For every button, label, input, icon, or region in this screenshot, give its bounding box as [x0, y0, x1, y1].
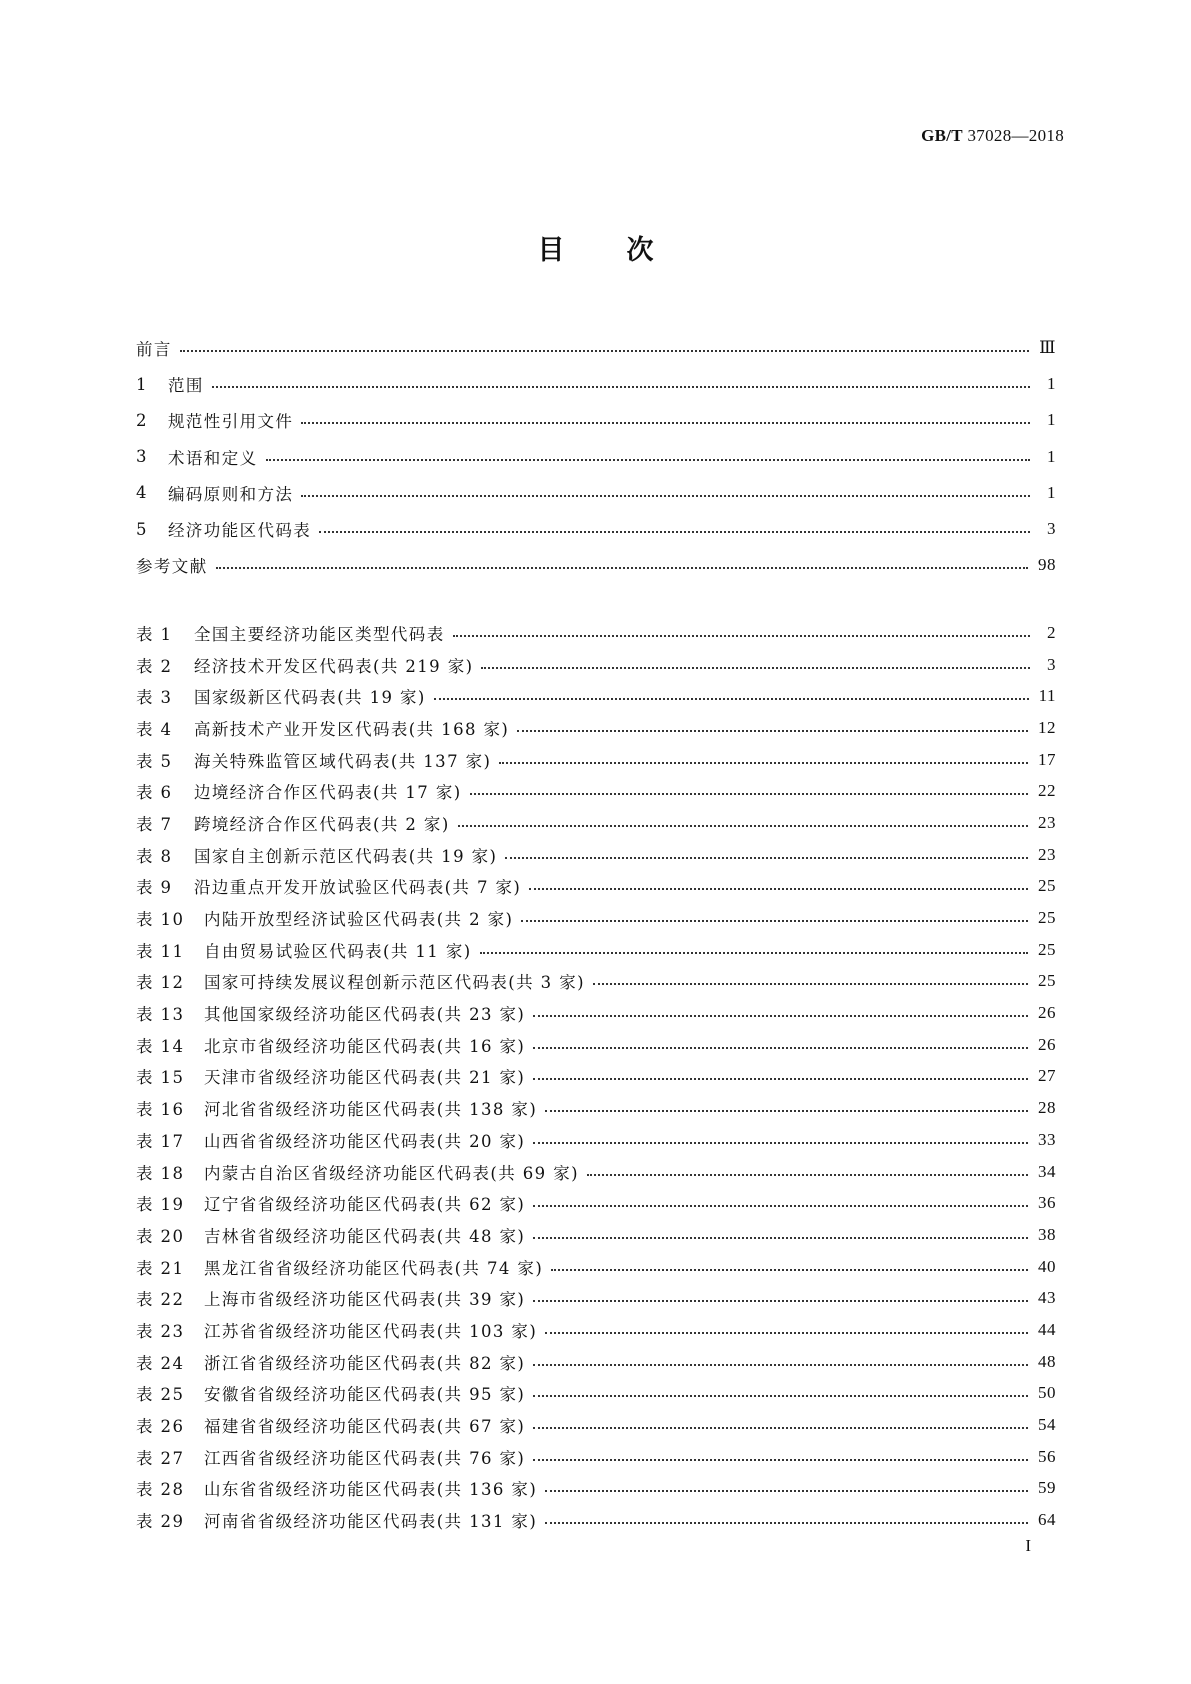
dot-leader	[480, 952, 1028, 954]
table-entry-number: 表 9	[136, 878, 173, 898]
table-entry-label: 江西省省级经济功能区代码表(共 76 家)	[204, 1448, 526, 1468]
table-entry[interactable]	[136, 649, 1056, 681]
toc-entry-label: 范围	[168, 376, 204, 396]
dot-leader	[453, 635, 1030, 637]
dot-leader	[529, 888, 1028, 890]
table-entry-page: 23	[1038, 812, 1056, 832]
table-entry-label: 其他国家级经济功能区代码表(共 23 家)	[204, 1005, 526, 1025]
table-entry[interactable]	[136, 839, 1056, 871]
dot-leader	[499, 762, 1028, 764]
dot-leader	[521, 920, 1028, 922]
table-entry[interactable]	[136, 1092, 1056, 1124]
table-entry-label: 河北省省级经济功能区代码表(共 138 家)	[204, 1100, 538, 1120]
table-entry[interactable]	[136, 934, 1056, 966]
table-entry-label: 吉林省省级经济功能区代码表(共 48 家)	[204, 1226, 526, 1246]
dot-leader	[216, 567, 1028, 569]
standard-number: 37028—2018	[967, 126, 1064, 145]
table-entry[interactable]	[136, 966, 1056, 998]
table-entry-number: 表 16	[136, 1100, 185, 1120]
table-entry[interactable]	[136, 1314, 1056, 1346]
table-entry[interactable]	[136, 902, 1056, 934]
table-entry-page: 43	[1038, 1288, 1056, 1308]
table-entry[interactable]	[136, 871, 1056, 903]
table-entry-number: 表 25	[136, 1385, 185, 1405]
dot-leader	[434, 698, 1029, 700]
table-entry-page: 48	[1038, 1351, 1056, 1371]
table-entry[interactable]	[136, 1441, 1056, 1473]
dot-leader	[533, 1078, 1028, 1080]
toc-entry-number: 1	[136, 374, 148, 394]
table-entry-number: 表 21	[136, 1258, 185, 1278]
dot-leader	[545, 1522, 1028, 1524]
dot-leader	[587, 1174, 1028, 1176]
dot-leader	[533, 1395, 1028, 1397]
toc-main-list	[136, 330, 1056, 583]
dot-leader	[533, 1364, 1028, 1366]
table-entry-page: 26	[1038, 1003, 1056, 1023]
dot-leader	[551, 1269, 1028, 1271]
table-entry-number: 表 15	[136, 1068, 185, 1088]
table-entry-page: 64	[1038, 1510, 1056, 1530]
toc-entry[interactable]	[136, 475, 1056, 511]
table-entry-label: 山西省省级经济功能区代码表(共 20 家)	[204, 1131, 526, 1151]
table-entry-number: 表 5	[136, 751, 173, 771]
dot-leader	[458, 825, 1028, 827]
toc-entry-number: 5	[136, 519, 148, 539]
table-entry-label: 天津市省级经济功能区代码表(共 21 家)	[204, 1068, 526, 1088]
table-entry-label: 内蒙古自治区省级经济功能区代码表(共 69 家)	[204, 1163, 579, 1183]
table-entry[interactable]	[136, 712, 1056, 744]
table-entry-page: 59	[1038, 1478, 1056, 1498]
standard-code	[921, 126, 1064, 146]
dot-leader	[301, 422, 1030, 424]
table-entry-label: 上海市省级经济功能区代码表(共 39 家)	[204, 1290, 526, 1310]
toc-entry-page: 1	[1047, 482, 1056, 502]
dot-leader	[593, 983, 1028, 985]
toc-entry-page: 1	[1047, 446, 1056, 466]
toc-entry-label: 经济功能区代码表	[168, 521, 312, 541]
table-entry[interactable]	[136, 680, 1056, 712]
toc-entry-label: 术语和定义	[168, 448, 258, 468]
toc-entry[interactable]	[136, 366, 1056, 402]
table-entry-number: 表 26	[136, 1417, 185, 1437]
table-entry-number: 表 17	[136, 1131, 185, 1151]
table-entry-number: 表 23	[136, 1321, 185, 1341]
table-entry[interactable]	[136, 1219, 1056, 1251]
table-entry-number: 表 11	[136, 941, 185, 961]
table-entry-number: 表 13	[136, 1005, 185, 1025]
table-entry-label: 全国主要经济功能区类型代码表	[194, 624, 445, 644]
dot-leader	[301, 495, 1030, 497]
dot-leader	[545, 1332, 1028, 1334]
dot-leader	[533, 1047, 1028, 1049]
table-entry-number: 表 4	[136, 719, 173, 739]
page-title	[0, 228, 1191, 267]
table-entry-page: 25	[1038, 971, 1056, 991]
table-entry-number: 表 6	[136, 783, 173, 803]
table-entry-label: 黑龙江省省级经济功能区代码表(共 74 家)	[204, 1258, 544, 1278]
dot-leader	[517, 730, 1028, 732]
table-entry[interactable]	[136, 1378, 1056, 1410]
toc-entry[interactable]	[136, 402, 1056, 438]
toc-entry-label: 编码原则和方法	[168, 484, 294, 504]
table-entry-label: 高新技术产业开发区代码表(共 168 家)	[194, 719, 510, 739]
dot-leader	[533, 1427, 1028, 1429]
table-entry-number: 表 7	[136, 814, 173, 834]
table-entry-label: 山东省省级经济功能区代码表(共 136 家)	[204, 1480, 538, 1500]
table-entry-page: 22	[1038, 781, 1056, 801]
table-entry-page: 2	[1047, 622, 1056, 642]
dot-leader	[533, 1015, 1028, 1017]
table-entry[interactable]	[136, 617, 1056, 649]
dot-leader	[481, 667, 1030, 669]
toc-entry-label: 前言	[136, 340, 172, 360]
table-entry-number: 表 3	[136, 688, 173, 708]
dot-leader	[533, 1237, 1028, 1239]
dot-leader	[533, 1459, 1028, 1461]
table-entry-label: 河南省省级经济功能区代码表(共 131 家)	[204, 1512, 538, 1532]
dot-leader	[533, 1300, 1028, 1302]
table-entry[interactable]	[136, 1473, 1056, 1505]
dot-leader	[212, 386, 1030, 388]
table-entry-number: 表 29	[136, 1512, 185, 1532]
table-entry[interactable]	[136, 1251, 1056, 1283]
table-entry[interactable]	[136, 1282, 1056, 1314]
table-entry-number: 表 8	[136, 846, 173, 866]
table-entry[interactable]	[136, 1124, 1056, 1156]
footer-page-number: I	[1025, 1536, 1031, 1555]
table-entry-label: 辽宁省省级经济功能区代码表(共 62 家)	[204, 1195, 526, 1215]
title-char-2: 次	[626, 235, 654, 266]
table-entry-page: 28	[1038, 1098, 1056, 1118]
table-entry-number: 表 22	[136, 1290, 185, 1310]
toc-entry-number: 2	[136, 410, 148, 430]
toc-entry-label: 规范性引用文件	[168, 412, 294, 432]
table-entry-number: 表 24	[136, 1353, 185, 1373]
table-entry-number: 表 18	[136, 1163, 185, 1183]
table-entry-label: 国家可持续发展议程创新示范区代码表(共 3 家)	[204, 973, 585, 993]
table-entry-number: 表 27	[136, 1448, 185, 1468]
toc-entry-label: 参考文献	[136, 557, 208, 577]
toc-entry[interactable]	[136, 547, 1056, 583]
table-entry-page: 33	[1038, 1129, 1056, 1149]
table-entry-page: 27	[1038, 1066, 1056, 1086]
table-entry-label: 边境经济合作区代码表(共 17 家)	[194, 783, 462, 803]
table-entry-page: 40	[1038, 1256, 1056, 1276]
table-entry-page: 38	[1038, 1224, 1056, 1244]
title-char-1: 目	[537, 235, 565, 266]
table-entry-number: 表 12	[136, 973, 185, 993]
table-entry-page: 23	[1038, 844, 1056, 864]
table-entry-label: 北京市省级经济功能区代码表(共 16 家)	[204, 1036, 526, 1056]
table-entry-page: 36	[1038, 1193, 1056, 1213]
dot-leader	[470, 793, 1028, 795]
table-entry-number: 表 20	[136, 1226, 185, 1246]
table-entry-number: 表 14	[136, 1036, 185, 1056]
table-entry[interactable]	[136, 1409, 1056, 1441]
table-entry-page: 3	[1047, 654, 1056, 674]
table-entry[interactable]	[136, 997, 1056, 1029]
table-entry[interactable]	[136, 1504, 1056, 1536]
table-entry[interactable]	[136, 807, 1056, 839]
table-entry-number: 表 10	[136, 910, 185, 930]
table-entry-page: 17	[1038, 749, 1056, 769]
toc-tables-list	[136, 617, 1056, 1536]
toc-entry-number: 3	[136, 447, 148, 467]
table-entry[interactable]	[136, 1346, 1056, 1378]
standard-prefix: GB/T	[921, 126, 963, 145]
table-entry-page: 26	[1038, 1034, 1056, 1054]
dot-leader	[180, 350, 1029, 352]
table-entry-label: 自由贸易试验区代码表(共 11 家)	[204, 941, 472, 961]
table-entry-label: 国家级新区代码表(共 19 家)	[194, 688, 426, 708]
table-entry-label: 江苏省省级经济功能区代码表(共 103 家)	[204, 1321, 538, 1341]
table-entry[interactable]	[136, 744, 1056, 776]
table-entry-label: 经济技术开发区代码表(共 219 家)	[194, 656, 474, 676]
toc-entry-page: 3	[1047, 519, 1056, 539]
table-entry-label: 海关特殊监管区域代码表(共 137 家)	[194, 751, 492, 771]
table-entry[interactable]	[136, 1156, 1056, 1188]
toc-entry-page: Ⅲ	[1039, 338, 1056, 358]
table-entry-page: 25	[1038, 908, 1056, 928]
table-entry-number: 表 19	[136, 1195, 185, 1215]
table-entry-page: 25	[1038, 876, 1056, 896]
table-entry-page: 11	[1038, 686, 1056, 706]
table-entry[interactable]	[136, 1187, 1056, 1219]
table-entry[interactable]	[136, 1029, 1056, 1061]
toc-entry-page: 1	[1047, 410, 1056, 430]
table-entry[interactable]	[136, 1061, 1056, 1093]
dot-leader	[545, 1110, 1028, 1112]
table-entry-page: 44	[1038, 1319, 1056, 1339]
table-entry-label: 福建省省级经济功能区代码表(共 67 家)	[204, 1417, 526, 1437]
table-entry-label: 国家自主创新示范区代码表(共 19 家)	[194, 846, 498, 866]
table-entry-page: 34	[1038, 1161, 1056, 1181]
table-entry-number: 表 28	[136, 1480, 185, 1500]
toc-entry[interactable]	[136, 511, 1056, 547]
table-entry-page: 54	[1038, 1415, 1056, 1435]
toc-entry[interactable]	[136, 330, 1056, 366]
toc-entry-page: 98	[1038, 555, 1056, 575]
toc-entry-number: 4	[136, 483, 148, 503]
table-entry-page: 56	[1038, 1446, 1056, 1466]
table-entry-page: 50	[1038, 1383, 1056, 1403]
table-entry-label: 跨境经济合作区代码表(共 2 家)	[194, 814, 450, 834]
table-entry-label: 内陆开放型经济试验区代码表(共 2 家)	[204, 910, 514, 930]
toc-entry[interactable]	[136, 439, 1056, 475]
dot-leader	[266, 459, 1031, 461]
table-entry-label: 沿边重点开发开放试验区代码表(共 7 家)	[194, 878, 522, 898]
dot-leader	[505, 857, 1028, 859]
table-entry-label: 安徽省省级经济功能区代码表(共 95 家)	[204, 1385, 526, 1405]
table-entry-page: 25	[1038, 939, 1056, 959]
table-entry-label: 浙江省省级经济功能区代码表(共 82 家)	[204, 1353, 526, 1373]
dot-leader	[319, 531, 1030, 533]
dot-leader	[533, 1205, 1028, 1207]
table-entry-number: 表 1	[136, 624, 173, 644]
toc-entry-page: 1	[1047, 374, 1056, 394]
table-entry[interactable]	[136, 775, 1056, 807]
dot-leader	[545, 1490, 1028, 1492]
dot-leader	[533, 1142, 1028, 1144]
table-entry-number: 表 2	[136, 656, 173, 676]
table-entry-page: 12	[1038, 717, 1056, 737]
